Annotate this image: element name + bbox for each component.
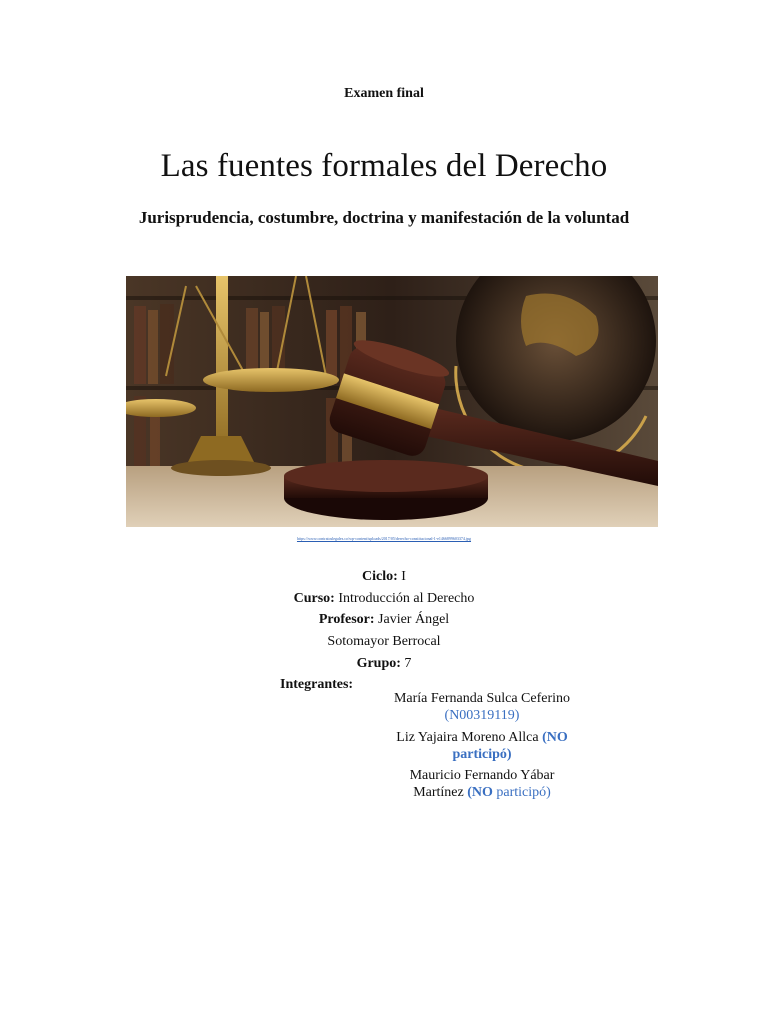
member-2 (352, 729, 612, 763)
member-3-name-line1: Mauricio Fernando Yábar (409, 768, 555, 783)
ciclo-line (0, 568, 768, 586)
cover-image-gavel (126, 276, 658, 527)
document-subtitle: Jurisprudencia, costumbre, doctrina y manifestación de la voluntad (138, 208, 630, 227)
member-2-line1 (352, 729, 612, 746)
ciclo-label: Ciclo: (362, 569, 398, 584)
member-2-note-prefix: (NO (542, 730, 568, 745)
member-3-note-bold: (NO (467, 785, 493, 800)
ciclo-value: I (401, 569, 406, 584)
curso-line (0, 590, 768, 608)
exam-label: Examen final (344, 86, 424, 101)
member-1 (352, 690, 612, 724)
member-2-note-suffix: participó) (452, 747, 512, 762)
integrantes-label: Integrantes: (280, 677, 354, 692)
grupo-label: Grupo: (356, 656, 401, 671)
image-source-link[interactable]: https://www.contratoslegales.co/wp-content/uploads/2017/05/derecho-constitucional-1-e1466899603374.jpg (296, 536, 472, 541)
profesor-value-line2: Sotomayor Berrocal (327, 634, 441, 649)
member-3-note-rest: participó) (496, 785, 551, 800)
member-2-name: Liz Yajaira Moreno Allca (396, 730, 539, 745)
profesor-line (0, 611, 768, 629)
member-3-name-line2: Martínez (413, 785, 464, 800)
profesor-line-2 (0, 633, 768, 651)
document-title: Las fuentes formales del Derecho (160, 148, 608, 184)
grupo-line (0, 655, 768, 673)
gavel-scales-illustration (126, 276, 658, 527)
member-1-name: María Fernanda Sulca Ceferino (393, 691, 571, 706)
member-3 (352, 767, 612, 801)
member-1-code: (N00319119) (444, 708, 520, 723)
curso-label: Curso: (293, 591, 335, 606)
profesor-value-line1: Javier Ángel (378, 612, 450, 627)
grupo-value: 7 (404, 656, 412, 671)
profesor-label: Profesor: (318, 612, 375, 627)
member-3-line2 (352, 784, 612, 801)
curso-value: Introducción al Derecho (338, 591, 475, 606)
